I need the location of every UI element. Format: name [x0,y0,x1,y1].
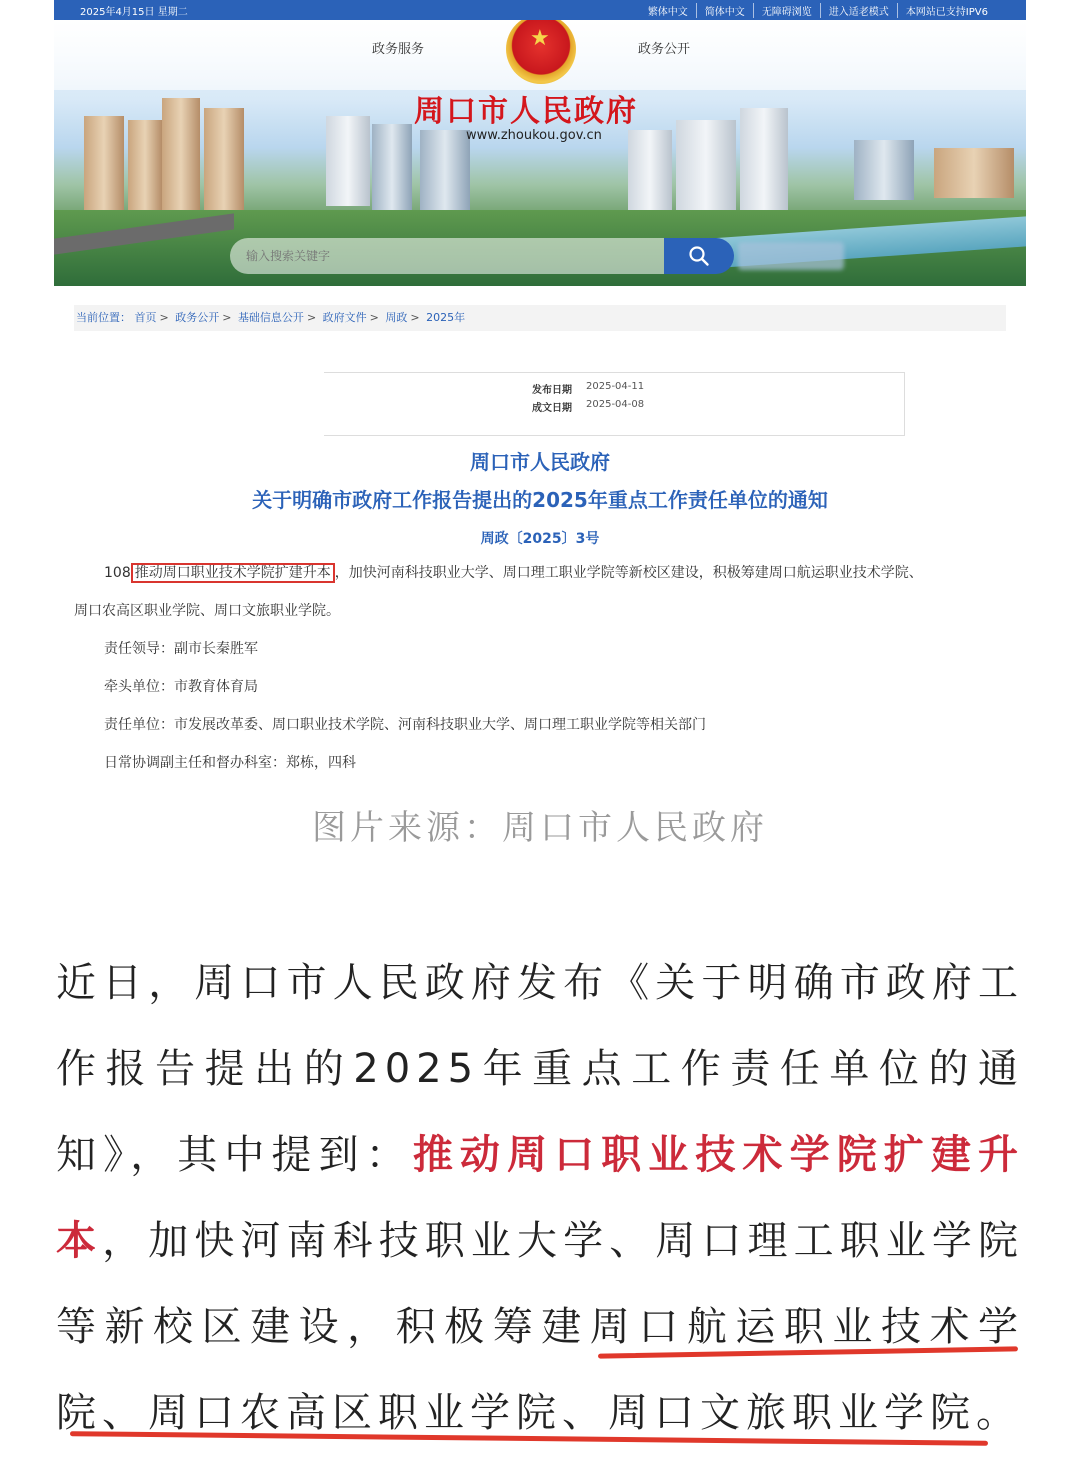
publish-date-value: 2025-04-11 [586,381,645,392]
highlighted-text: 推动周口职业技术学院扩建升本 [131,563,335,583]
coordinator: 日常协调副主任和督办科室：郑栋，四科 [104,755,356,771]
document-item-108-cont: 周口农高区职业学院、周口文旅职业学院。 [74,603,340,619]
link-traditional-chinese[interactable]: 繁体中文 [647,7,688,18]
breadcrumb-gov-docs[interactable]: 政府文件 [322,311,367,324]
breadcrumb: 当前位置： 首页 > 政务公开 > 基础信息公开 > 政府文件 > 周政 > 2025年 [74,305,1006,331]
site-url: www.zhoukou.gov.cn [466,128,602,143]
article-paragraph [56,940,1024,1456]
article-underlined: 周口航运职业技术学院、周口农高区职业学院、周口文旅职业学院 [56,1304,1025,1436]
search-input[interactable] [230,238,646,274]
item-number: 108 [104,565,131,581]
top-links [640,3,996,18]
breadcrumb-home[interactable]: 首页 [134,311,157,324]
site-title: 周口市人民政府 [414,94,638,129]
ipv6-notice: 本网站已支持IPV6 [897,3,996,18]
breadcrumb-disclosure[interactable]: 政务公开 [175,311,220,324]
document-title-line1: 周口市人民政府 [470,450,610,474]
site-banner [54,20,1026,286]
document-meta [324,372,905,436]
breadcrumb-basic-info[interactable]: 基础信息公开 [237,311,304,324]
link-accessibility[interactable]: 无障碍浏览 [753,3,820,18]
blurred-element [738,242,844,270]
written-date-label: 成文日期 [532,403,572,414]
document-item-108 [74,562,1004,582]
article-middle: ，加快河南科技职业大学、周口理工职业学院等新校区建设，积极筹建 [56,1218,1025,1350]
written-date-value: 2025-04-08 [586,399,645,410]
search-box [230,238,664,274]
nav-gov-services[interactable]: 政务服务 [372,42,425,57]
image-source-caption: 图片来源：周口市人民政府 [312,808,768,848]
breadcrumb-label: 当前位置： [76,311,131,324]
document-title-line2: 关于明确市政府工作报告提出的2025年重点工作责任单位的通知 [252,488,828,512]
document-number: 周政〔2025〕3号 [480,531,600,547]
responsible-units: 责任单位：市发展改革委、周口职业技术学院、河南科技职业大学、周口理工职业学院等相关部门 [104,717,706,733]
article-intro: 近日，周口市人民政府发布《关于明确市政府工作报告提出的2025年重点工作责任单位的通知》，其中提到： [56,960,1024,1178]
publish-date-label: 发布日期 [532,385,572,396]
lead-unit: 牵头单位：市教育体育局 [104,679,258,695]
responsible-leader: 责任领导：副市长秦胜军 [104,641,258,657]
item-text: ，加快河南科技职业大学、周口理工职业学院等新校区建设，积极筹建周口航运职业技术学院、 [334,565,923,581]
date-text: 2025年4月15日 星期二 [80,7,188,18]
link-simplified-chinese[interactable]: 简体中文 [696,3,753,18]
nav-gov-disclosure[interactable]: 政务公开 [638,42,691,57]
link-elderly-mode[interactable]: 进入适老模式 [820,3,897,18]
breadcrumb-zhouzheng[interactable]: 周政 [385,311,408,324]
gov-website-screenshot [54,0,1026,790]
top-bar [54,0,1026,20]
article-end: 。 [976,1390,1022,1436]
search-icon [688,245,710,267]
search-button[interactable] [664,238,734,274]
national-emblem-icon: ★ [506,20,576,84]
article-highlight: 推动周口职业技术学院扩建升本 [56,1132,1025,1264]
breadcrumb-2025[interactable]: 2025年 [426,311,466,324]
